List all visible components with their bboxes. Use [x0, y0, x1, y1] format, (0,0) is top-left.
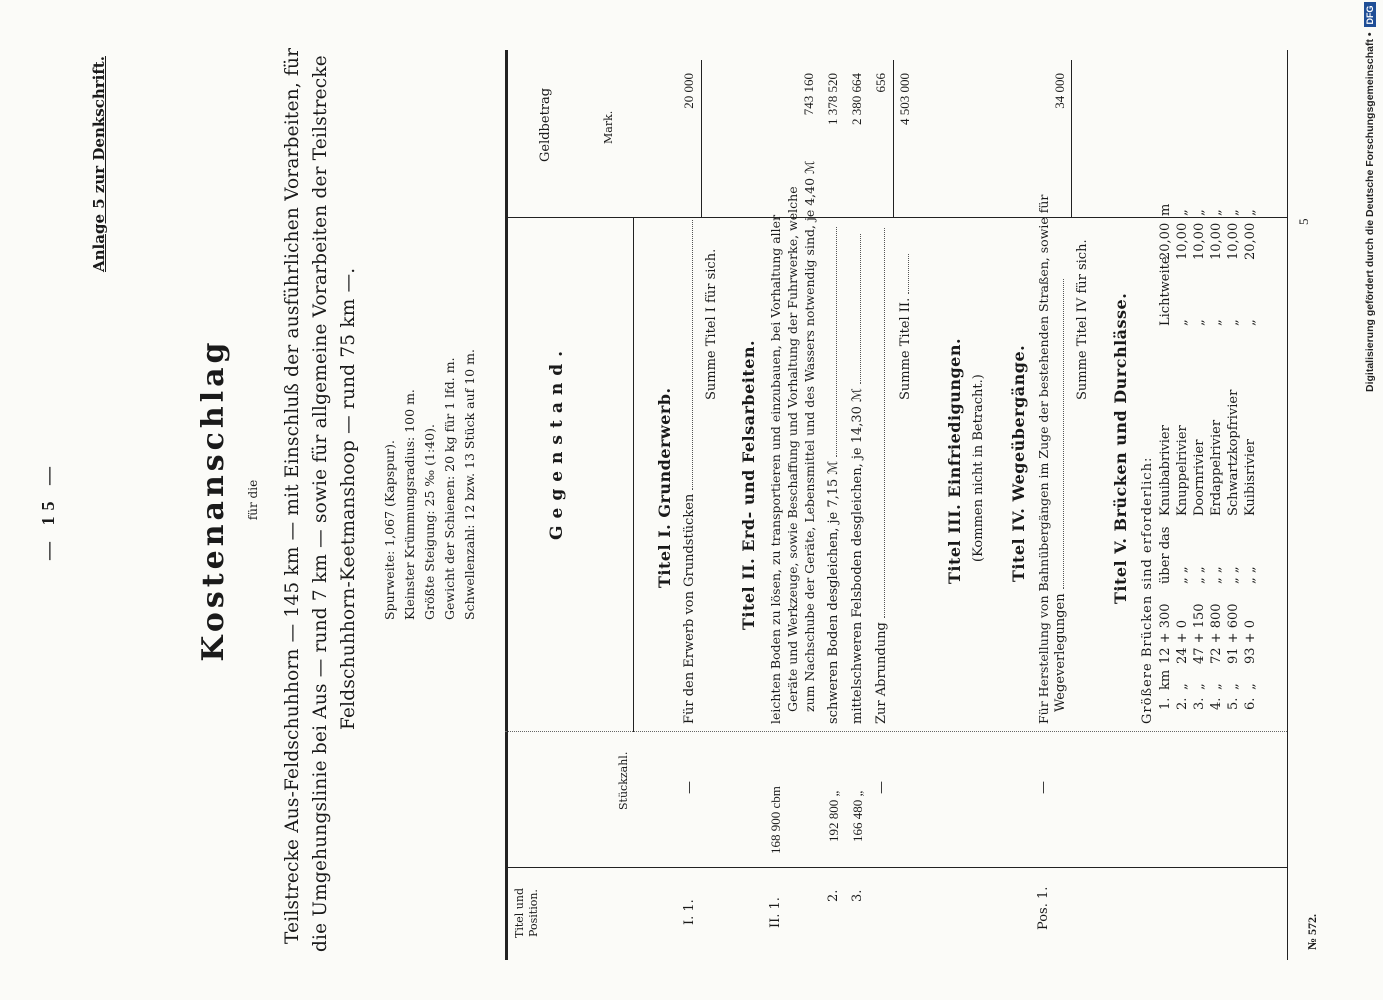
spec-gauge: Spurweite: 1,067 (Kapspur).: [382, 439, 397, 620]
bridge-km: „: [1175, 683, 1190, 690]
title-fuer-die: für die: [246, 479, 260, 521]
bridge-pos: 72 + 800: [1209, 603, 1224, 664]
titel4-qty: —: [1036, 781, 1051, 794]
col-sep-position: [505, 867, 1287, 868]
title-line-2: die Umgehungslinie bei Aus — rund 7 km — sowie für allgemeine Vorarbeiten der Teilstrecke: [310, 55, 331, 952]
titel4-heading: Titel IV. Wegeübergänge.: [1009, 344, 1028, 582]
bridge-nr: 3.: [1192, 697, 1207, 710]
bridge-row: [1225, 209, 1242, 710]
titel2-total: 4 503 000: [897, 73, 912, 125]
bridge-km: „: [1209, 683, 1224, 690]
bridge-km: „: [1226, 683, 1241, 690]
dfg-logo: DFG: [1364, 3, 1376, 28]
bridge-pos: 47 + 150: [1192, 603, 1207, 664]
bridge-name: Knuibabrivier: [1158, 425, 1173, 516]
spec-sleepers: Schwellenzahl: 12 bzw. 13 Stück auf 10 m.: [462, 349, 477, 620]
titel2-row2-leader: [826, 227, 837, 457]
title-line-1: Teilstrecke Aus-Feldschuhhorn — 145 km — mit Einschluß der ausführlichen Vorarbeiten, für: [282, 47, 303, 944]
titel2-row3-pos: 3.: [850, 889, 865, 902]
bridge-unit: „: [1209, 209, 1224, 216]
titel2-row1-line3: zum Nachschube der Geräte, Lebensmittel und des Wassers notwendig sind, je 4,40 ℳ: [802, 160, 817, 712]
titel4-amount-rule: [1071, 60, 1072, 218]
bridge-lw: „: [1175, 319, 1190, 326]
titel2-row2-pos: 2.: [826, 889, 841, 902]
titel1-amount-rule: [701, 60, 702, 218]
titel1-desc: Für den Erwerb von Grundstücken: [682, 493, 697, 724]
bridge-km: „: [1243, 683, 1258, 690]
titel2-row4-text: [873, 228, 890, 724]
page-number: — 15 —: [38, 461, 58, 560]
bridge-over: „ „: [1243, 566, 1258, 584]
bridge-list: [1157, 203, 1277, 710]
bridge-lw: „: [1192, 319, 1207, 326]
header-mark: Mark.: [602, 110, 615, 144]
titel2-row4-amount: 656: [873, 73, 888, 93]
titel1-qty: —: [682, 781, 697, 794]
document-number: № 572.: [1305, 913, 1319, 950]
header-stueckzahl: Stückzahl.: [617, 751, 630, 810]
titel2-row4-leader: [874, 228, 885, 618]
titel1-pos: I. 1.: [682, 899, 697, 925]
bridge-name: Doornrivier: [1192, 439, 1207, 516]
bridge-unit: „: [1175, 209, 1190, 216]
titel2-row3-leader: [850, 234, 861, 384]
bridge-size: 20,00: [1243, 222, 1258, 260]
titel2-row3-text: [849, 234, 866, 724]
bridge-lw: „: [1209, 319, 1224, 326]
bridge-pos: 93 + 0: [1243, 620, 1258, 664]
titel2-summe-leader: [898, 254, 909, 294]
digitization-note-text: Digitalisierung gefördert durch die Deutsche Forschungsgemeinschaft •: [1364, 32, 1376, 392]
bridge-name: Kuibisrivier: [1243, 439, 1258, 516]
title-line-3: Feldschuhhorn-Keetmanshoop — rund 75 km —.: [338, 267, 359, 730]
bridge-nr: 1.: [1158, 697, 1173, 710]
bridge-over: über das: [1158, 526, 1173, 584]
header-geldbetrag: Geldbetrag: [538, 87, 553, 162]
bridge-over: „ „: [1175, 566, 1190, 584]
bridge-size: 10,00: [1209, 222, 1224, 260]
titel2-row3-amount: 2 380 664: [849, 73, 864, 125]
titel2-row1-qty: 168 900 cbm: [768, 786, 783, 854]
titel1-amount: 20 000: [681, 73, 696, 109]
bridge-row: [1242, 209, 1259, 710]
bridge-nr: 5.: [1226, 697, 1241, 710]
table-bottom-rule: [1287, 50, 1288, 960]
bridge-row: [1174, 209, 1191, 710]
titel4-amount: 34 000: [1052, 73, 1067, 109]
bridge-pos: 12 + 300: [1158, 603, 1173, 664]
bridge-pos: 91 + 600: [1226, 603, 1241, 664]
titel1-summe: Summe Titel I für sich.: [704, 248, 719, 400]
titel3-heading: Titel III. Einfriedigungen.: [945, 337, 964, 584]
bridge-unit: m: [1158, 203, 1173, 216]
appendix-label: Anlage 5 zur Denkschrift.: [90, 56, 108, 272]
bridge-pos: 24 + 0: [1175, 620, 1190, 664]
titel2-row2-desc: schweren Boden desgleichen, je 7,15 ℳ: [826, 460, 841, 724]
document-title: Kostenanschlag: [196, 338, 231, 662]
bridge-row: [1157, 204, 1174, 710]
bridge-row: [1191, 209, 1208, 710]
titel4-line1: Für Herstellung von Bahnübergängen im Zuge der bestehenden Straßen, sowie für: [1036, 194, 1051, 724]
bridge-over: „ „: [1209, 566, 1224, 584]
header-rule-gegenstand: [633, 218, 634, 732]
table-top-rule: [505, 50, 508, 960]
titel2-row1-line1: leichten Boden zu lösen, zu transportieren und einzubauen, bei Vorhaltung aller: [768, 214, 783, 724]
titel1-leader: [682, 220, 693, 490]
titel2-row1-amount: 743 160: [801, 73, 816, 116]
bridge-lw: „: [1226, 319, 1241, 326]
titel2-row2-text: [825, 227, 842, 724]
bridge-nr: 2.: [1175, 697, 1190, 710]
spec-gradient: Größte Steigung: 25 ‰ (1:40).: [422, 424, 437, 620]
titel1-heading: Titel I. Grunderwerb.: [655, 387, 674, 588]
sheet-signature: 5: [1296, 218, 1311, 225]
bridge-nr: 6.: [1243, 697, 1258, 710]
bridge-km: „: [1192, 683, 1207, 690]
titel4-summe: Summe Titel IV für sich.: [1075, 239, 1090, 400]
bridge-km: km: [1158, 669, 1173, 690]
titel2-row1-line2: Geräte und Werkzeuge, sowie Beschaffung und Vorhaltung der Fuhrwerke, welche: [785, 186, 800, 712]
titel2-heading: Titel II. Erd- und Felsarbeiten.: [739, 339, 758, 630]
titel2-row3-qty: 166 480 „: [850, 790, 865, 842]
titel2-row4-qty: —: [874, 781, 889, 794]
col-sep-qty: [505, 730, 1287, 732]
bridge-size: 20,00: [1158, 222, 1173, 260]
bridge-unit: „: [1226, 209, 1241, 216]
bridge-over: „ „: [1192, 566, 1207, 584]
titel4-leader: [1053, 279, 1064, 589]
bridge-unit: „: [1243, 209, 1258, 216]
titel5-intro: Größere Brücken sind erforderlich:: [1140, 456, 1155, 724]
bridge-unit: „: [1192, 209, 1207, 216]
bridge-nr: 4.: [1209, 697, 1224, 710]
bridge-name: Knuppelrivier: [1175, 425, 1190, 516]
titel4-pos: Pos. 1.: [1036, 886, 1051, 930]
bridge-name: Erdappelrivier: [1209, 419, 1224, 516]
bridge-size: 10,00: [1175, 222, 1190, 260]
bridge-lw: Lichtweite: [1158, 256, 1173, 326]
header-gegenstand: Gegenstand.: [547, 344, 567, 540]
header-position: Titel und Position.: [513, 888, 540, 939]
bridge-size: 10,00: [1192, 222, 1207, 260]
bridge-row: [1208, 209, 1225, 710]
titel2-row3-desc: mittelschweren Felsboden desgleichen, je 14,30 ℳ: [850, 388, 865, 724]
titel2-row2-qty: 192 800 „: [826, 790, 841, 842]
titel2-row1-pos: II. 1.: [768, 897, 783, 928]
titel1-text: [681, 220, 698, 724]
titel2-summe-label: Summe Titel II.: [898, 297, 913, 400]
titel2-row4-desc: Zur Abrundung: [874, 622, 889, 724]
titel5-heading: Titel V. Brücken und Durchlässe.: [1111, 292, 1130, 604]
titel2-sum-rule: [893, 60, 894, 218]
bridge-size: 10,00: [1226, 222, 1241, 260]
bridge-over: „ „: [1226, 566, 1241, 584]
titel2-row2-amount: 1 378 520: [825, 73, 840, 125]
bridge-name: Schwartzkopfrivier: [1226, 389, 1241, 516]
cost-table: [505, 40, 1295, 960]
titel2-summe: [897, 254, 914, 400]
bridge-lw: „: [1243, 319, 1258, 326]
spec-rail-weight: Gewicht der Schienen: 20 kg für 1 lfd. m.: [442, 357, 457, 620]
digitization-note: [1364, 3, 1376, 393]
titel4-line2: [1052, 279, 1069, 712]
spec-radius: Kleinster Krümmungsradius: 100 m.: [402, 389, 417, 620]
titel4-line2-text: Wegeverlegungen: [1053, 593, 1068, 712]
titel3-note: (Kommen nicht in Betracht.): [971, 374, 986, 562]
